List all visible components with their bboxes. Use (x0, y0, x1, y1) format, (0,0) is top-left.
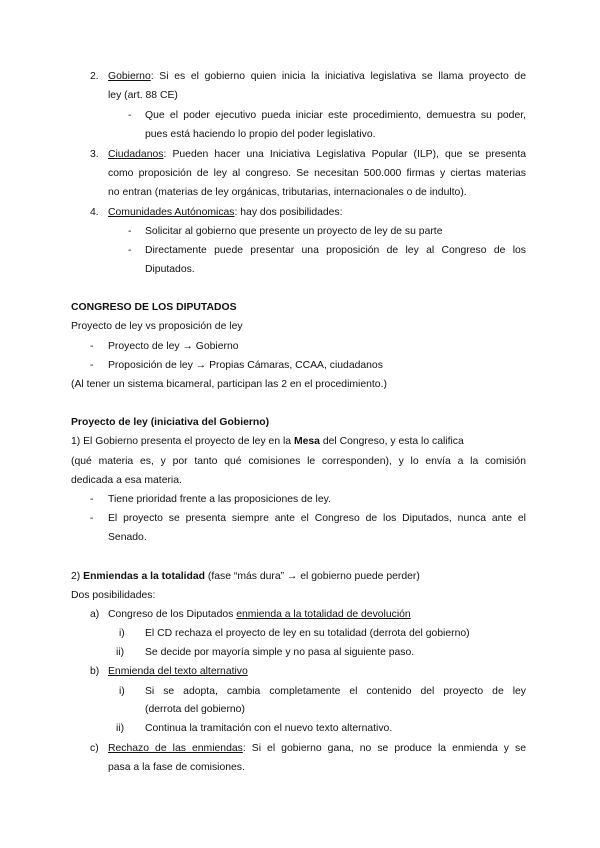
item-2-line-1 (108, 70, 526, 84)
enmiendas-heading-rest: (fase “más dura” → el gobierno puede perder) (204, 571, 420, 582)
enmiendas-heading-line (71, 570, 420, 584)
item-4-bullet-2-cont: Diputados. (145, 264, 195, 275)
option-c-term: Rechazo de las enmiendas (108, 743, 243, 754)
bullet-dash: - (90, 360, 94, 371)
option-b-term: Enmienda del texto alternativo (108, 666, 248, 677)
list-roman: ii) (116, 647, 125, 658)
item-3-line-3: no entran (materias de ley orgánicas, tributarias, internacionales o de indulto). (108, 187, 467, 198)
section-heading-proyecto: Proyecto de ley (iniciativa del Gobierno) (71, 417, 270, 428)
proyecto-p1-line-3: dedicada a esa materia. (71, 475, 182, 486)
option-c (108, 742, 526, 756)
list-letter: c) (90, 743, 99, 754)
term-gobierno: Gobierno (108, 71, 151, 82)
proyecto-bullet-2: El proyecto se presenta siempre ante el Congreso de los Diputados, nunca ante el (108, 513, 526, 524)
item-4-bullet-2: Directamente puede presentar una proposición de ley al Congreso de los (145, 245, 526, 256)
bullet-dash: - (128, 226, 132, 237)
item-3-line-2: como proposición de ley al congreso. Se necesitan 500.000 firmas y ciertas materias (108, 168, 526, 179)
enmiendas-heading: Enmiendas a la totalidad (83, 571, 205, 582)
option-a (108, 608, 411, 622)
option-a-i: El CD rechaza el proyecto de ley en su totalidad (derrota del gobierno) (145, 628, 470, 639)
item-4-line-1 (108, 206, 343, 220)
option-a-ii: Se decide por mayoría simple y no pasa al siguiente paso. (145, 647, 415, 658)
list-roman: ii) (116, 723, 125, 734)
item-2-text: : Si es el gobierno quien inicia la iniciativa legislativa se llama proyecto de (150, 71, 526, 82)
bullet-dash: - (128, 110, 132, 121)
proyecto-bullet-2-cont: Senado. (108, 532, 147, 543)
item-4-bullet-1: Solicitar al gobierno que presente un proyecto de ley de su parte (145, 226, 443, 237)
section-heading-congreso: CONGRESO DE LOS DIPUTADOS (71, 302, 237, 313)
option-a-text: Congreso de los Diputados (108, 609, 237, 620)
option-b-i-cont: (derrota del gobierno) (145, 704, 245, 715)
term-comunidades: Comunidades Autónomicas (108, 207, 235, 218)
option-a-term: enmienda a la totalidad de devolución (236, 609, 411, 620)
congreso-bullet-1: Proyecto de ley → Gobierno (108, 341, 239, 352)
item-3-line-1 (108, 148, 526, 162)
option-c-cont: pasa a la fase de comisiones. (108, 762, 245, 773)
bullet-dash: - (128, 245, 132, 256)
proyecto-mesa: Mesa (293, 436, 320, 447)
option-b-i: Si se adopta, cambia completamente el contenido del proyecto de ley (145, 686, 526, 697)
list-roman: i) (119, 686, 125, 697)
proyecto-bullet-1: Tiene prioridad frente a las proposiciones de ley. (108, 494, 331, 505)
option-c-text: : Si el gobierno gana, no se produce la enmienda y se (242, 743, 526, 754)
option-b-ii: Continua la tramitación con el nuevo texto alternativo. (145, 723, 393, 734)
item-2-line-2: ley (art. 88 CE) (108, 90, 178, 101)
list-number: 3. (90, 149, 99, 160)
item-3-text: : Pueden hacer una Iniciativa Legislativa Popular (ILP), que se presenta (163, 149, 526, 160)
proyecto-p1-line-1 (71, 435, 464, 449)
list-number: 4. (90, 207, 99, 218)
congreso-subtitle: Proyecto de ley vs proposición de ley (71, 321, 243, 332)
list-letter: a) (90, 609, 100, 620)
bullet-dash: - (90, 341, 94, 352)
bullet-dash: - (90, 494, 94, 505)
list-number: 2. (90, 71, 99, 82)
item-2-bullet-cont: pues está haciendo lo propio del poder legislativo. (145, 129, 376, 140)
item-4-text: : hay dos posibilidades: (234, 207, 343, 218)
list-roman: i) (119, 628, 125, 639)
enmiendas-prefix: 2) (71, 571, 84, 582)
enmiendas-intro: Dos posibilidades: (71, 590, 156, 601)
proyecto-p1-text-a: 1) El Gobierno presenta el proyecto de ley en la (71, 436, 294, 447)
proyecto-p1-text-b: del Congreso, y esta lo califica (319, 436, 464, 447)
bullet-dash: - (90, 513, 94, 524)
item-2-bullet: Que el poder ejecutivo pueda iniciar este procedimiento, demuestra su poder, (145, 110, 526, 121)
term-ciudadanos: Ciudadanos (108, 149, 164, 160)
congreso-bullet-2: Proposición de ley → Propias Cámaras, CCAA, ciudadanos (108, 360, 383, 371)
proyecto-p1-line-2: (qué materia es, y por tanto qué comisiones le corresponden), y lo envía a la comisión (71, 456, 526, 467)
congreso-note: (Al tener un sistema bicameral, participan las 2 en el procedimiento.) (71, 379, 387, 390)
list-letter: b) (90, 666, 100, 677)
